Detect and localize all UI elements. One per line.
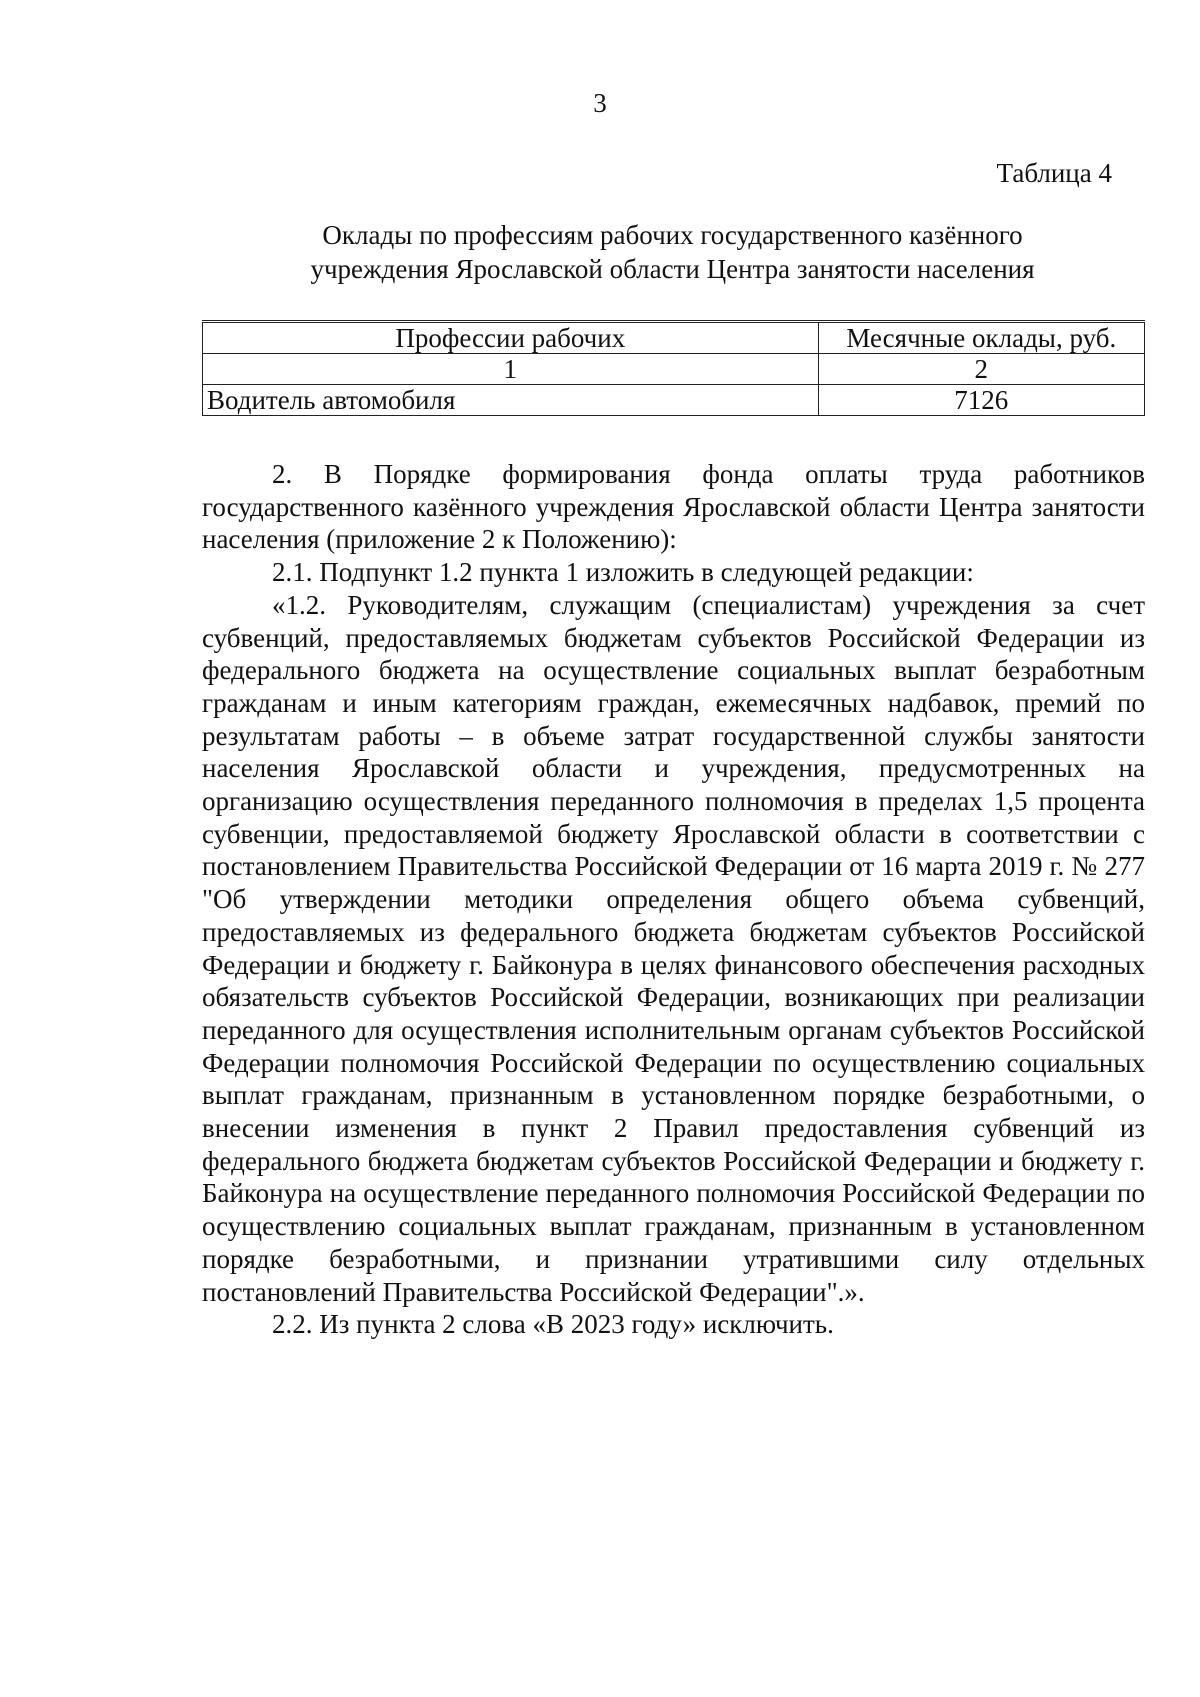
salary-cell: 7126 <box>818 385 1144 416</box>
table-title-line-1: Оклады по профессиям рабочих государственного казённого <box>322 220 1023 250</box>
column-number-1: 1 <box>203 354 819 385</box>
column-number-2: 2 <box>818 354 1144 385</box>
table-title <box>200 218 1145 286</box>
table-header-row <box>203 322 1145 354</box>
table-numbering-row <box>203 354 1145 385</box>
paragraph-2: 2. В Порядке формирования фонда оплаты труда работников государственного казённого учреждения Ярославской области Центра занятости населения (приложение 2 к Положению): <box>202 459 1145 555</box>
table-caption: Таблица 4 <box>996 158 1112 188</box>
paragraph-2-1: 2.1. Подпункт 1.2 пункта 1 изложить в следующей редакции: <box>272 557 974 588</box>
salary-table <box>202 320 1145 416</box>
paragraph-2-2: 2.2. Из пункта 2 слова «В 2023 году» исключить. <box>272 1309 834 1340</box>
header-salary: Месячные оклады, руб. <box>818 322 1144 354</box>
page-number: 3 <box>593 88 607 118</box>
body-text <box>202 458 1145 1341</box>
table-row <box>203 385 1145 416</box>
table-title-line-2: учреждения Ярославской области Центра занятости населения <box>310 254 1035 284</box>
profession-cell: Водитель автомобиля <box>203 385 819 416</box>
header-professions: Профессии рабочих <box>203 322 819 354</box>
paragraph-1-2-quote: «1.2. Руководителям, служащим (специалистам) учреждения за счет субвенций, предоставляемых бюджетам субъектов Российской Федерации из федерального бюджета на осуществление социальных выплат безработным гражданам и иным категориям граждан, ежемесячных надбавок, премий по результатам работы – в объеме затрат государственной службы занятости населения Ярославской области и учреждения, предусмотренных на организацию осуществления переданного полномочия в пределах 1,5 процента субвенции, предоставляемой бюджету Ярославской области в соответствии с постановлением Правительства Российской Федерации от 16 марта 2019 г. № 277 "Об утверждении методики определения общего объема субвенций, предоставляемых из федерального бюджета бюджетам субъектов Российской Федерации и бюджету г. Байконура в целях финансового обеспечения расходных обязательств субъектов Российской Федерации, возникающих при реализации переданного для осуществления исполнительным органам субъектов Российской Федерации полномочия Российской Федерации по осуществлению социальных выплат гражданам, признанным в установленном порядке безработными, о внесении изменения в пункт 2 Правил предоставления субвенций из федерального бюджета бюджетам субъектов Российской Федерации и бюджету г. Байконура на осуществление переданного полномочия Российской Федерации по осуществлению социальных выплат гражданам, признанным в установленном порядке безработными, и признании утратившими силу отдельных постановлений Правительства Российской Федерации".». <box>202 589 1145 1307</box>
